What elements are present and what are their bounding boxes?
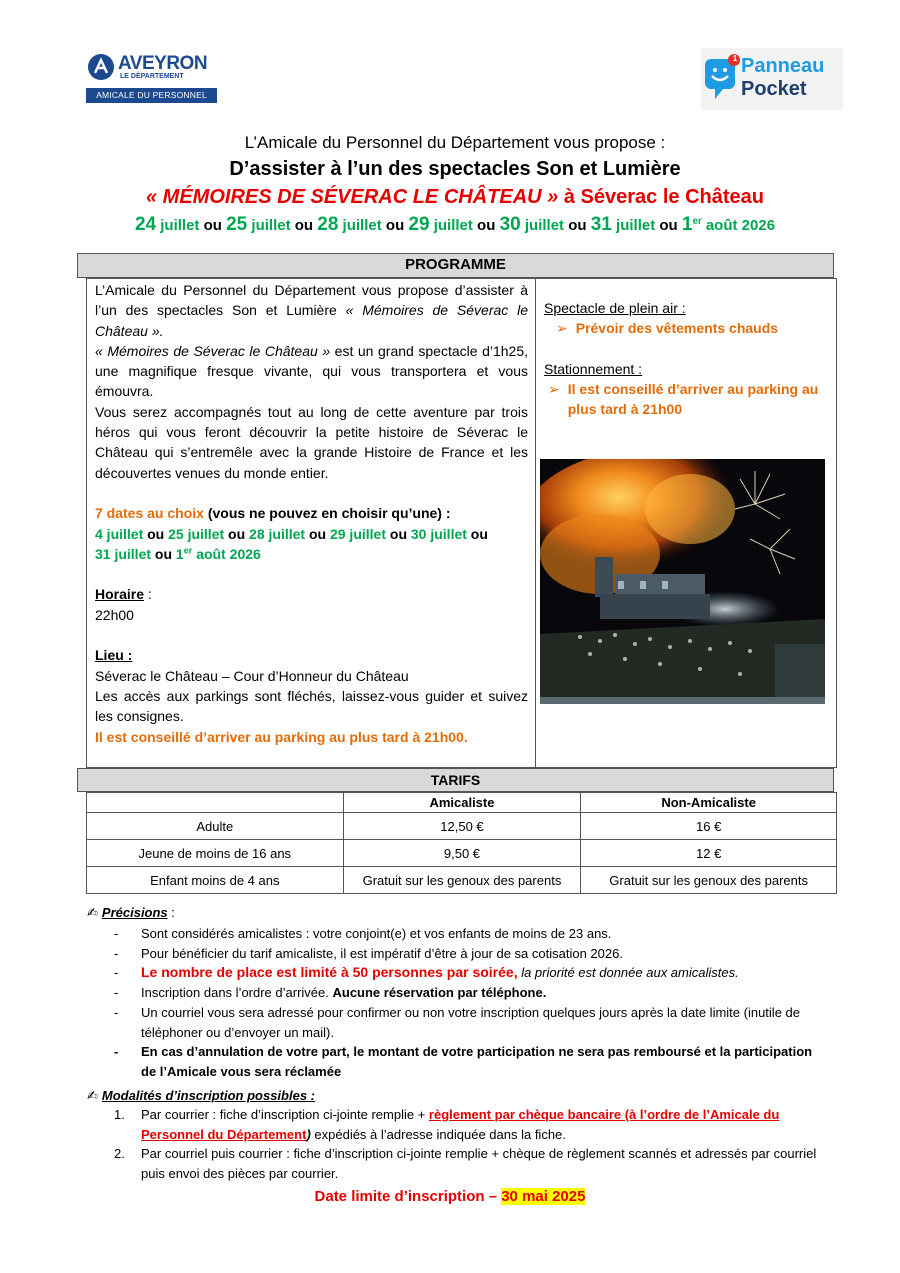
programme-or: ou: [143, 525, 169, 542]
panneau-pocket-logo: [701, 48, 843, 110]
heading-date-month: juillet: [338, 217, 382, 234]
heading-dates: [60, 211, 850, 240]
list-item: [114, 1144, 824, 1183]
table-header-cell: Non-Amicaliste: [581, 793, 837, 813]
table-cell: Gratuit sur les genoux des parents: [343, 867, 581, 894]
table-cell: 12 €: [581, 840, 837, 867]
deadline-date: 30 mai 2025: [501, 1188, 586, 1205]
show-photo: [540, 459, 825, 704]
deadline: [0, 1188, 900, 1205]
stationnement-title: Stationnement :: [544, 360, 643, 377]
programme-lieu-access: Les accès aux parkings sont fléchés, laissez-vous guider et suivez les consignes.: [95, 687, 528, 725]
programme-date: 28 juillet: [249, 525, 306, 542]
table-cell: 9,50 €: [343, 840, 581, 867]
modalites-item1-paren: ): [306, 1126, 311, 1142]
table-cell: 16 €: [581, 813, 837, 840]
tarifs-table: [86, 792, 837, 894]
heading-show: [60, 183, 850, 211]
programme-para2: Vous serez accompagnés tout au long de cette aventure par trois héros qui vous feront découvrir la petite histoire de Séverac le Château qui s’entremêle avec la grande Histoire de France et les découvertes venues du monde entier.: [95, 403, 528, 481]
programme-dates-title-rest: (vous ne pouvez en choisir qu’une) :: [203, 505, 451, 522]
programme-horaire-value: 22h00: [95, 606, 134, 623]
programme-or: ou: [224, 525, 250, 542]
precisions-colon: :: [167, 905, 175, 920]
programme-lieu-label: Lieu :: [95, 647, 133, 664]
heading-date-day: 31: [590, 214, 612, 235]
heading-date-day: 28: [317, 214, 339, 235]
heading-last-sup: er: [692, 216, 702, 227]
heading-date-day: 24: [134, 214, 157, 235]
programme-last-sup: er: [183, 545, 193, 556]
stationnement-item: [544, 379, 832, 420]
table-header-cell: Amicaliste: [343, 793, 581, 813]
list-number: 2.: [114, 1146, 125, 1162]
list-item: [114, 983, 824, 1003]
programme-lieu-advice: Il est conseillé d’arriver au parking au plus tard à 21h00.: [95, 728, 468, 745]
aveyron-logo: [86, 52, 218, 104]
table-row: [87, 840, 837, 867]
table-cell: Gratuit sur les genoux des parents: [581, 867, 837, 894]
modalites-item2-text: Par courriel puis courrier : fiche d’inscription ci-jointe remplie + chèque de règlement scannés et adressés par courriel puis envoi des pièces par courrier.: [141, 1146, 817, 1182]
programme-desc-text: est un grand spectacle d’1h25, une magnifique fresque vivante, qui vous transportera et vous émouvra.: [95, 342, 529, 400]
list-item: - En cas d’annulation de votre part, le montant de votre participation ne sera pas remboursé et la participation de l’Amicale vous sera réclamée: [114, 1042, 824, 1081]
heading-or: ou: [655, 217, 682, 234]
writing-hand-icon: ✍: [87, 905, 98, 920]
panneau-badge: 1: [732, 54, 738, 63]
programme-right: [544, 298, 832, 420]
panneau-line2: Pocket: [741, 78, 807, 100]
list-number: 1.: [114, 1107, 125, 1122]
programme-dates-list: [95, 524, 528, 565]
table-cell: Enfant moins de 4 ans: [87, 867, 344, 894]
programme-lieu-value: Séverac le Château – Cour d’Honneur du Château: [95, 667, 409, 684]
panneau-line1: Panneau: [741, 55, 825, 77]
arrow-bullet-icon: ➢: [556, 320, 568, 337]
writing-hand-icon: ✍: [87, 1088, 98, 1103]
programme-horaire-label: Horaire: [95, 586, 145, 603]
plein-air-item: [544, 318, 832, 338]
list-item: [114, 963, 824, 983]
plein-air-item-text: Prévoir des vêtements chauds: [575, 320, 779, 337]
modalites-item1-text: Par courrier : fiche d’inscription ci-jointe remplie +: [141, 1107, 429, 1122]
heading-show-place: à Séverac le Château: [558, 186, 764, 208]
aveyron-band-text: AMICALE DU PERSONNEL: [96, 90, 207, 100]
programme-date: 30 juillet: [410, 525, 467, 542]
heading-date-day: 29: [408, 214, 430, 235]
heading-date-day: 30: [499, 214, 521, 235]
programme-intro-text: L’Amicale du Personnel du Département vous propose d’assister à l’un des spectacles Son et Lumière: [95, 282, 528, 319]
programme-or: ou: [386, 525, 411, 542]
precisions-title-text: Précisions: [101, 905, 168, 920]
table-header-cell: [87, 793, 344, 813]
heading-or: ou: [564, 217, 591, 234]
programme-date: 29 juillet: [329, 525, 386, 542]
programme-or: ou: [305, 525, 330, 542]
heading-or: ou: [290, 217, 318, 234]
plein-air-title: Spectacle de plein air :: [544, 300, 686, 316]
heading-intro: L’Amicale du Personnel du Département vous propose :: [244, 133, 666, 152]
programme-intro: [95, 280, 528, 341]
heading-show-name: « MÉMOIRES DE SÉVERAC LE CHÂTEAU »: [146, 186, 559, 208]
table-header-row: [87, 793, 837, 813]
programme-divider: [535, 278, 536, 768]
modalites-list: [114, 1105, 824, 1184]
programme-desc-italic: « Mémoires de Séverac le Château »: [95, 342, 331, 359]
precisions-order-text: Inscription dans l’ordre d’arrivée.: [141, 985, 333, 1001]
heading-or: ou: [472, 217, 500, 234]
table-cell: Jeune de moins de 16 ans: [87, 840, 344, 867]
list-item: - Sont considérés amicalistes : votre conjoint(e) et vos enfants de moins de 23 ans.: [114, 924, 824, 944]
programme-title: PROGRAMME: [77, 253, 834, 278]
precisions-priority-text: la priorité est donnée aux amicalistes.: [517, 965, 739, 981]
programme-or: ou: [466, 525, 488, 542]
deadline-label: Date limite d’inscription –: [314, 1188, 502, 1205]
precisions-no-phone-text: Aucune réservation par téléphone.: [332, 985, 547, 1001]
table-row: [87, 813, 837, 840]
programme-dates-title: [95, 503, 528, 523]
heading-date-month: juillet: [156, 217, 200, 234]
aveyron-sub: LE DÉPARTEMENT: [120, 73, 184, 80]
heading-last-day: 1: [681, 214, 693, 235]
table-cell: Adulte: [87, 813, 344, 840]
programme-date: 25 juillet: [168, 525, 225, 542]
heading-date-month: juillet: [611, 217, 656, 234]
list-item: - Pour bénéficier du tarif amicaliste, il est impératif d’être à jour de sa cotisation 2026.: [114, 944, 824, 964]
modalites-item1-rest: expédiés à l’adresse indiquée dans la fiche.: [310, 1126, 566, 1142]
heading-last-rest: août 2026: [701, 217, 776, 234]
precisions-title: [87, 905, 175, 921]
precisions-limit-text: Le nombre de place est limité à 50 personnes par soirée,: [141, 964, 518, 981]
programme-intro-italic: « Mémoires de Séverac le Château ».: [95, 302, 528, 339]
arrow-bullet-icon: ➢: [548, 381, 560, 398]
show-photo-image: [540, 459, 825, 704]
table-row: [87, 867, 837, 894]
stationnement-item-text: Il est conseillé d’arriver au parking au plus tard à 21h00: [567, 381, 819, 418]
aveyron-name: AVEYRON: [118, 53, 208, 74]
modalites-title-text: Modalités d’inscription possibles :: [101, 1088, 315, 1103]
programme-last-day: 1: [175, 545, 184, 562]
programme-horaire-colon: :: [144, 586, 152, 603]
programme-desc: [95, 341, 528, 402]
modalites-title: [87, 1088, 315, 1104]
programme-horaire: [95, 584, 528, 604]
heading-or: ou: [381, 217, 409, 234]
programme-last-rest: août 2026: [192, 545, 261, 562]
heading-date-day: 25: [226, 214, 248, 235]
programme-dates-title-orange: 7 dates au choix: [95, 505, 204, 522]
heading-date-month: juillet: [429, 217, 473, 234]
heading-date-month: juillet: [520, 217, 565, 234]
heading-date-month: juillet: [247, 217, 291, 234]
table-cell: 12,50 €: [343, 813, 581, 840]
programme-date: 4 juillet: [95, 525, 144, 542]
heading-or: ou: [199, 217, 227, 234]
list-item: - Un courriel vous sera adressé pour confirmer ou non votre inscription quelques jours après la date limite (inutile de téléphoner ou d’envoyer un mail).: [114, 1003, 824, 1042]
modalites-item1-red: règlement par chèque bancaire (à l’ordre de l’Amicale du Personnel du Département: [141, 1107, 780, 1142]
list-item: [114, 1105, 824, 1144]
programme-or: ou: [151, 545, 176, 562]
programme-date: 31 juillet: [95, 545, 152, 562]
heading-title: D’assister à l’un des spectacles Son et Lumière: [229, 158, 681, 180]
tarifs-title: TARIFS: [77, 768, 834, 792]
precisions-list: [114, 924, 824, 1082]
programme-left: [95, 280, 528, 747]
heading: [60, 131, 850, 240]
